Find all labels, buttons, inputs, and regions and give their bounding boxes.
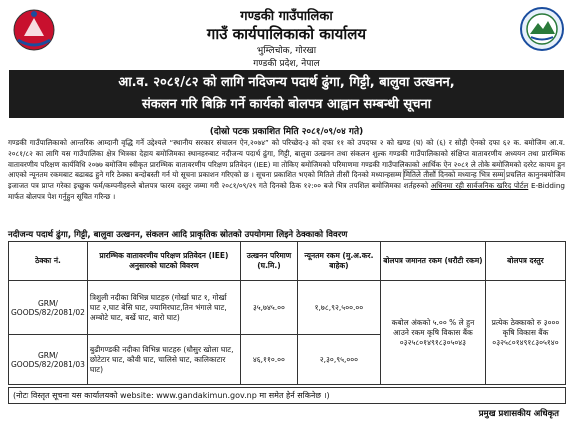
notice-body (8, 138, 565, 203)
office-name: गाउँ कार्यपालिकाको कार्यालय (206, 25, 367, 43)
col-header-min-amount: न्यूनतम रकम (मु.अ.कर. बाहेक) (297, 242, 380, 281)
col-header-contract-no: ठेक्का नं. (9, 242, 88, 281)
site-details-cell: त्रिशुली नदीका विभिन्न घाटहरु (गोर्खा घाट १, गोर्खा घाट २,घाट बेसि घाट, ज्यामिरघाट,तिन भंगाले घाट, अम्बोटे घाट, बर्खे घाट, बारो घाट) (87, 281, 240, 335)
bid-security-cell: कबोल अंकको ५.०० % ले हुन आउने रकम कृषि विकास बैंक ०३२५८०१४९१८३०५०४३ (380, 281, 485, 385)
col-header-bid-security: बोलपत्र जमानत रकम (धरौटी रकम) (380, 242, 485, 281)
contract-no-cell: GRM/ GOODS/82/2081/03 (9, 335, 88, 385)
col-header-bid-fee: बोलपत्र दस्तुर (485, 242, 565, 281)
notice-body-part1: गण्डकी गाउँपालिकाको आन्तरिक आम्दानी वृद्धि गर्ने उद्देश्यले “स्थानीय सरकार संचालन ऐन,२०७४” को परिच्छेद-३ को दफा ११ को उपदफा २ को खण्ड (घ) को (६) र सोही ऐनको दफा ६२ क. बमोजिम आ.व. २०८१/८२ का लागि यस गाउँपालिका क्षेत्र भित्रका देहाय बमोजिमका स्थानहरुबाट नदीजन्य पदार्थ ढुंगा, गिट्टी, बालुवा उत्खनन तथा संकलन शुल्क गण्डकी गाउँपालिकाको संक्षिप्त वातावरणीय अध्ययन तथा प्रारम्भिक वातावरणीय परिक्षण कार्यविधि २०७७ बमोजिम स्वीकृत प्रारम्भिक वातावरणीय परिक्षण प्रतिवेदन (IEE) मा तोकिए बमोजिमको परिमाणमा गण्डकी गाउँपालिकाको आर्थिक ऐन २०८१ ले तोके बमोजिमको दररेट कायम हुन आएको न्यूनतम रकमबाट बढाबढ हुने गरि ठेक्का बन्दोबस्ती गर्न यो सूचना प्रकाशन गरिएको छ । सूचना प्रकाशित भएको मितिले तीसौं दिनको मध्यान्हसम्म (8, 138, 565, 180)
site-details-cell: बुढीगण्डकी नदीका विभिन्न घाटहरु (धौसुर खोला घाट, छोटेटार घाट, कौवी घाट, चालिसे घाट, कालिकाटार घाट) (87, 335, 240, 385)
quantity-cell: ३५,७४५.०० (240, 281, 297, 335)
signatory-title: प्रमुख प्रशासकीय अधिकृत (478, 409, 559, 419)
notice-body-underlined: अधिनमा रही सार्वजनिक खरिद पोर्टल (430, 181, 529, 191)
office-address: भुम्लिचोक, गोरखा (256, 46, 317, 56)
website-note: (नोटः विस्तृत सूचना यस कार्यालयको website: www.gandakimun.gov.np मा समेत हेर्न सकिनेछ ।) (8, 387, 566, 404)
notice-title-line1: आ.व. २०८१/८२ को लागि नदिजन्य पदार्थ ढुंगा, गिट्टी, बालुवा उत्खनन, (118, 75, 455, 90)
bid-fee-cell: प्रत्येक ठेक्काको रु ३००० कृषि विकास बैंक ०३२५८०१४९१८३०५१४० (485, 281, 565, 385)
notice-title-line2: संकलन गरि बिक्रि गर्ने कार्यको बोलपत्र आह्वान सम्बन्धी सूचना (141, 97, 432, 112)
notice-body-part3: E-Bidding मार्फत बोलपत्र पेश गर्नुहुन सूचित गरिन्छ । (8, 181, 565, 201)
table-row (9, 281, 566, 335)
quantity-cell: ४६,११०.०० (240, 335, 297, 385)
tender-table (8, 241, 566, 385)
contract-no-cell: GRM/ GOODS/82/2081/02 (9, 281, 88, 335)
office-province: गण्डकी प्रदेश, नेपाल (253, 59, 320, 69)
notice-title-banner (9, 70, 564, 118)
municipality-name: गण्डकी गाउँपालिका (240, 9, 333, 24)
col-header-quantity: उत्खनन परिमाण (घ.मि.) (240, 242, 297, 281)
notice-body-part2: प्रचलित कानुनबमोजिम इजाजत पत्र प्राप्त गरेका इच्छुक फर्म/कम्पनीहरुले बोलपत्र फारम दस्तुर जम्मा गरी २०८१/०९/२९ गते दिनको ठिक १२:०० बजे भित्र तपशिल बमोजिमका शर्तहरुको (8, 170, 566, 191)
min-amount-cell: २,३०,९५,००० (297, 335, 380, 385)
publication-date: (दोस्रो पटक प्रकाशित मिति २०८१/०९/०४ गते) (209, 127, 364, 137)
notice-body-boxed: मितिले तीसौं दिनको मध्यान्ह भित्र सम्म (403, 170, 504, 180)
col-header-site-details: प्रारम्भिक वातावरणीय परिक्षण प्रतिवेदन (IEE) अनुसारको घाटको विवरण (87, 242, 240, 281)
min-amount-cell: १,७८,९२,५००.०० (297, 281, 380, 335)
table-sub-heading: नदीजन्य पदार्थ ढुंगा, गिट्टी, बालुवा उत्खनन, संकलन आदि प्राकृतिक स्रोतको उपयोगमा लिइने ठेक्काको विवरण (8, 230, 348, 240)
table-header-row (9, 242, 566, 281)
